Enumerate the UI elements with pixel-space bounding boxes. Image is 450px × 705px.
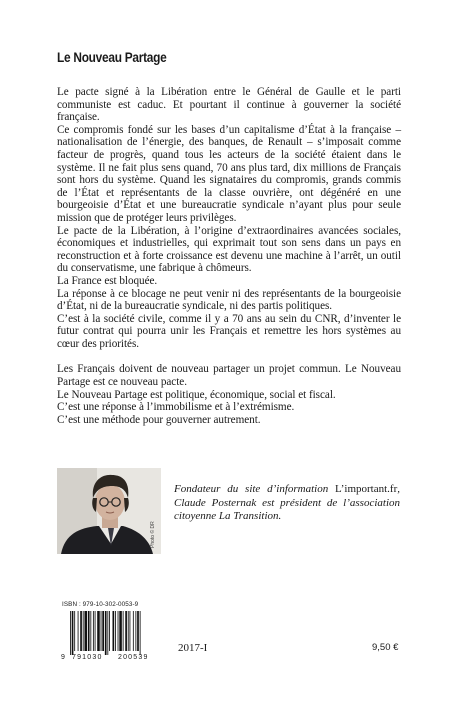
barcode-first-digit: 9 — [61, 654, 65, 661]
paragraph: La France est bloquée. — [57, 274, 158, 287]
paragraph: Le pacte de la Libération, à l’origine d’extraordinaires avancées sociales, économiques et industrielles, qui exprimait tout son sens dans un pays en reconstruction et à forte croissance est devenu une machine à l’arrêt, un outil du conservatisme, une fabrique à chômeurs. — [57, 224, 401, 275]
author-bio — [174, 483, 400, 524]
back-cover-text — [57, 86, 401, 426]
paragraph: Les Français doivent de nouveau partager un projet commun. Le Nouveau Partage est ce nouveau pacte. — [57, 363, 401, 389]
paragraph: C’est une méthode pour gouverner autrement. — [57, 413, 261, 426]
edition-code: 2017-I — [178, 642, 208, 654]
barcode — [62, 611, 164, 661]
barcode-right-digits: 200539 — [118, 654, 149, 661]
barcode-bars — [62, 611, 164, 655]
paragraph: Ce compromis fondé sur les bases d’un capitalisme d’État à la française – nationalisation de l’énergie, des banques, de Renault – s’imposait comme facteur de progrès, quand tous les acteurs de la société étaient dans le système. Il ne fait plus sens quand, 70 ans plus tard, dix millions de Français sont hors du système. Quand les signataires du compromis, grands commis de l’État et représentants de la classe ouvrière, ont dégénéré en une bourgeoisie d’État et une bureaucratie syndicale n’ayant plus pour seule mission que de protéger leurs privilèges. — [57, 123, 401, 224]
author-photo — [57, 468, 161, 554]
bio-suffix: , Claude Posternak est président de l’association citoyenne La Transition. — [174, 483, 400, 522]
photo-credit: Photo © DR — [150, 521, 156, 548]
price: 9,50 € — [372, 642, 399, 653]
bio-prefix: Fondateur du site d’information — [174, 483, 336, 495]
paragraph: C’est une réponse à l’immobilisme et à l’extrémisme. — [57, 401, 295, 414]
barcode-left-digits: 791030 — [72, 654, 103, 661]
bio-site: L’important.fr — [335, 483, 398, 495]
book-title: Le Nouveau Partage — [57, 50, 167, 65]
paragraph: Le Nouveau Partage est politique, économique, social et fiscal. — [57, 388, 336, 401]
paragraph: Le pacte signé à la Libération entre le Général de Gaulle et le parti communiste est caduc. Et pourtant il continue à gouverner la société française. — [57, 86, 401, 124]
author-portrait-image — [57, 468, 161, 554]
isbn-text: ISBN : 979-10-302-0053-9 — [62, 601, 139, 608]
paragraph: La réponse à ce blocage ne peut venir ni des représentants de la bourgeoisie d’État, ni de la bureaucratie syndicale, ni des partis politiques. — [57, 287, 401, 313]
paragraph: C’est à la société civile, comme il y a 70 ans au sein du CNR, d’inventer le futur contrat qui pourra unir les Français et remettre les hors systèmes au cœur des priorités. — [57, 312, 401, 350]
